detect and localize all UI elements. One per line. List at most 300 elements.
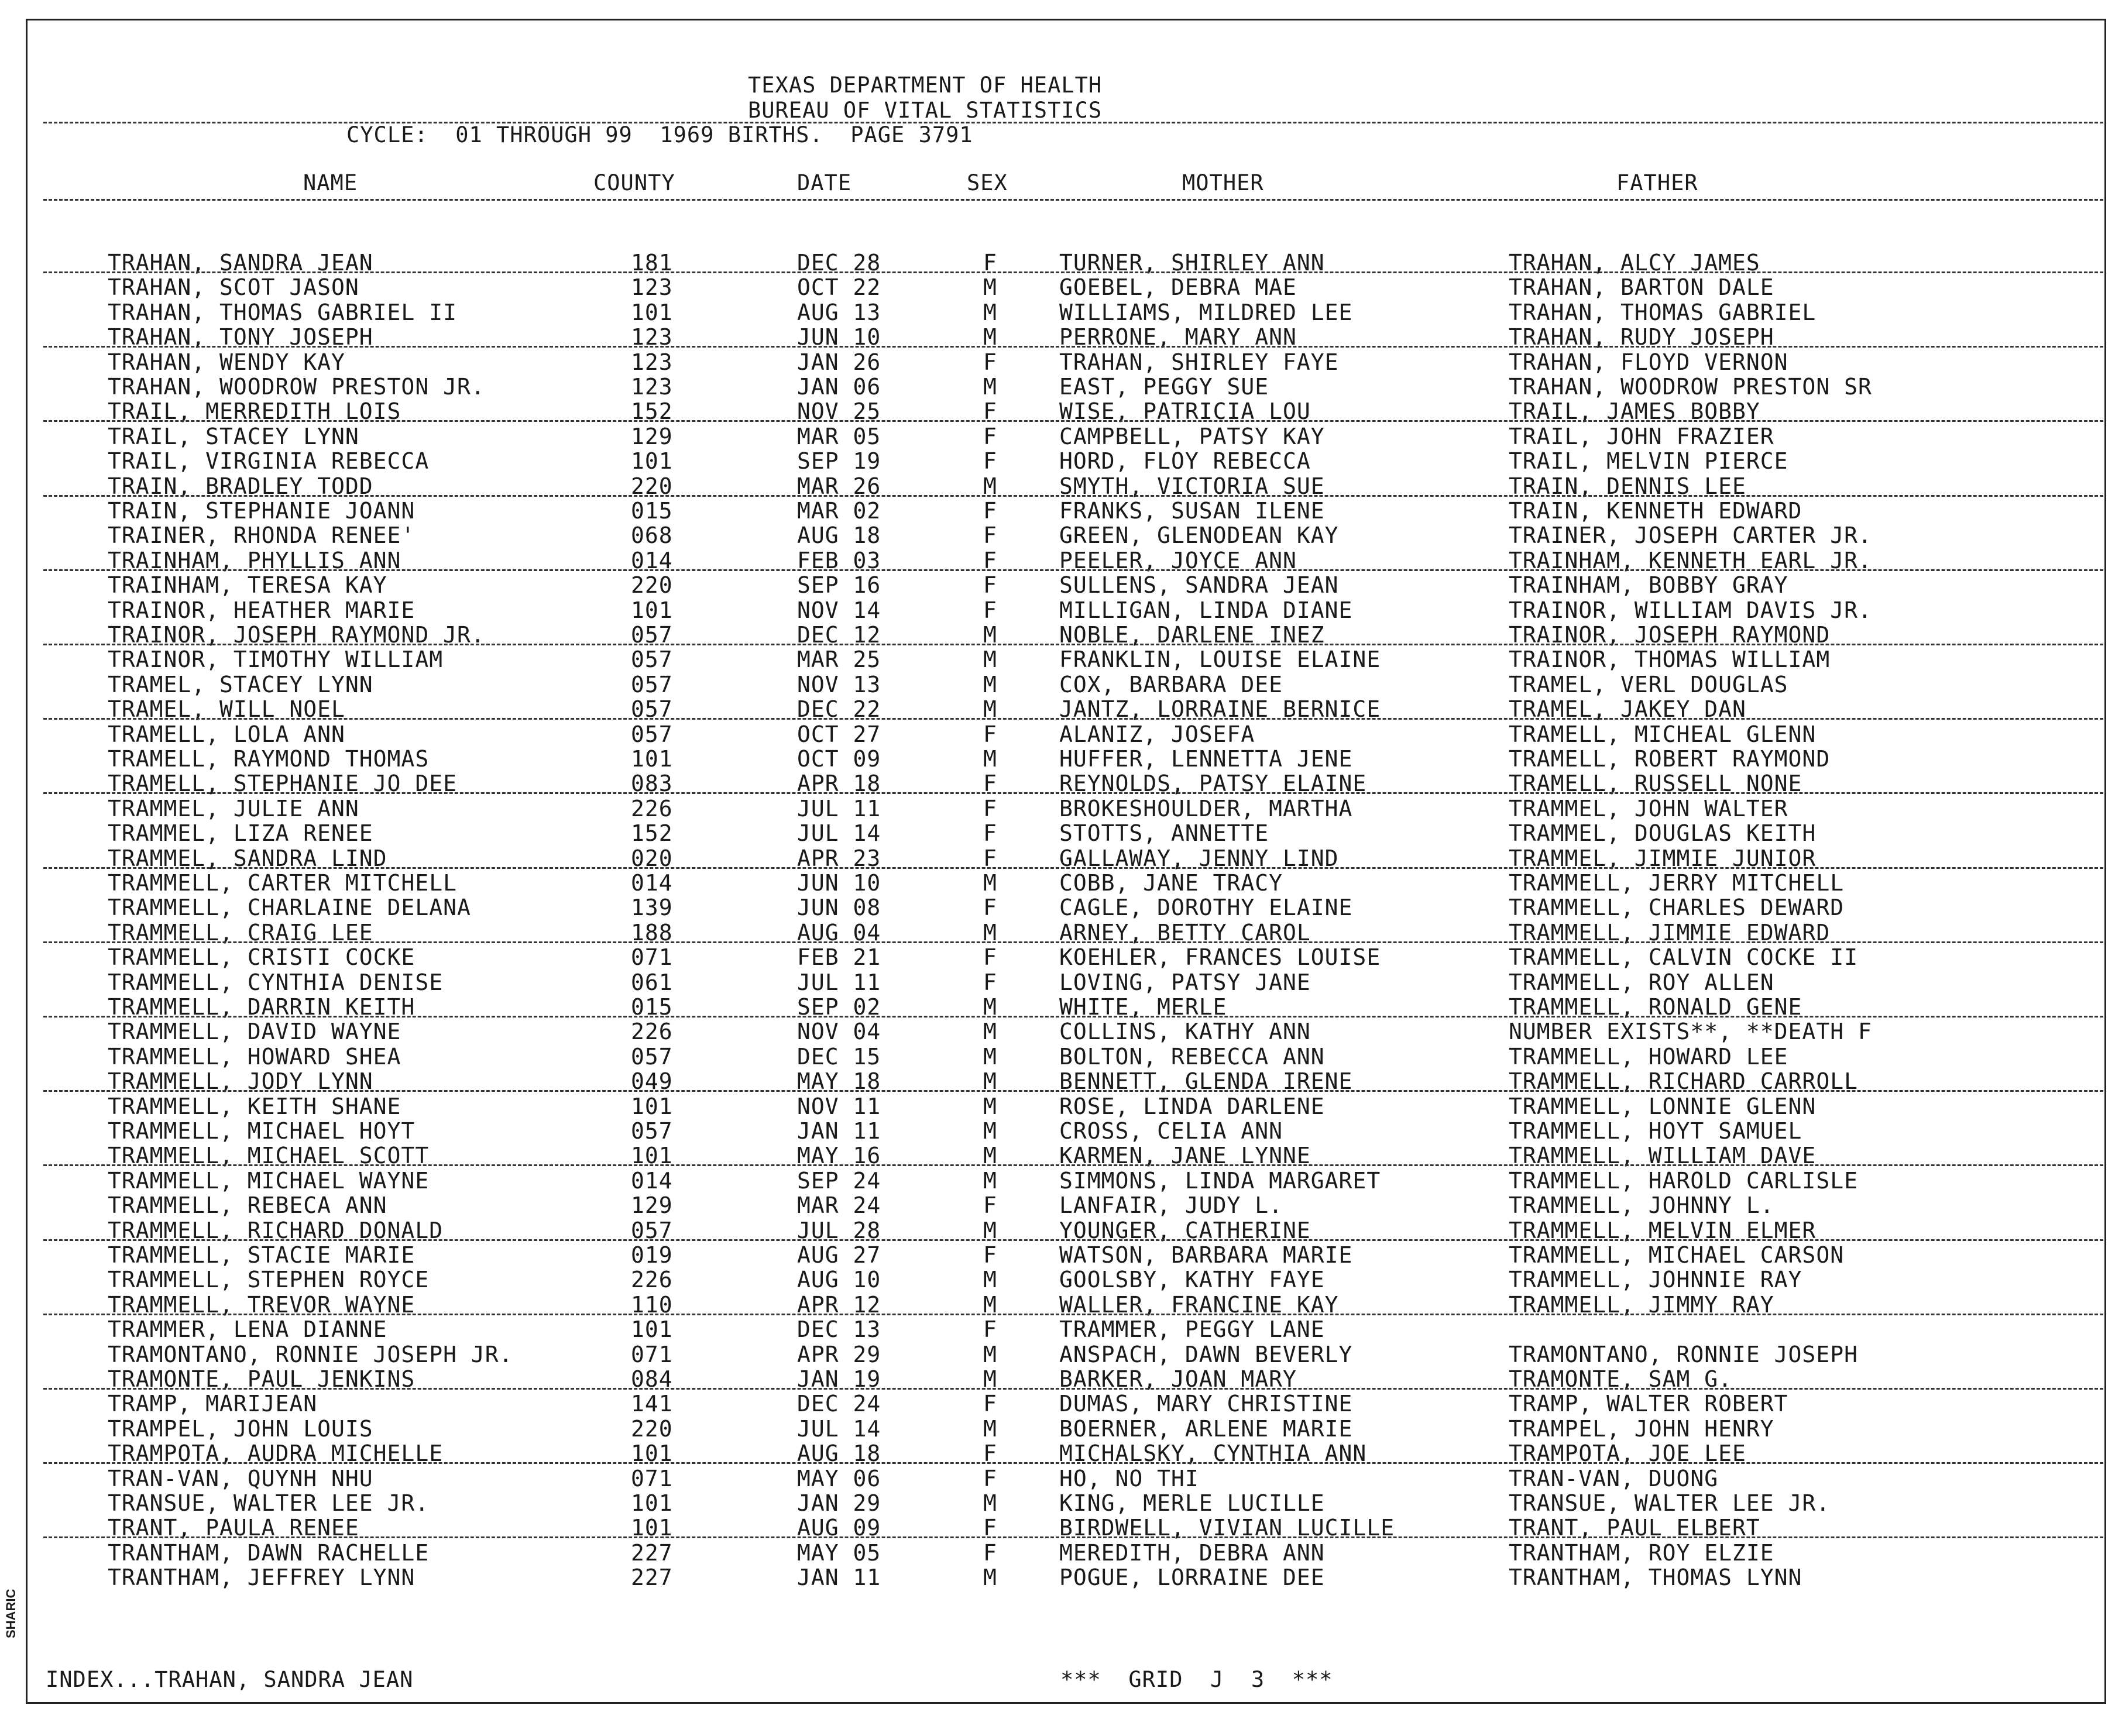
cell-father: TRAMMELL, JIMMIE EDWARD — [1509, 919, 1831, 946]
cell-mother: WISE, PATRICIA LOU — [1059, 398, 1311, 425]
cell-sex: M — [983, 1267, 997, 1293]
cell-date: FEB 21 — [797, 944, 881, 971]
cell-name: TRAHAN, SANDRA JEAN — [108, 250, 373, 276]
row-group-divider — [43, 1016, 2103, 1017]
cell-sex: F — [983, 1242, 997, 1268]
cell-mother: BROKESHOULDER, MARTHA — [1059, 795, 1353, 821]
cell-mother: BENNETT, GLENDA IRENE — [1059, 1068, 1353, 1095]
cell-father: TRAHAN, BARTON DALE — [1509, 274, 1774, 301]
cell-sex: F — [983, 1391, 997, 1417]
cell-name: TRAINOR, HEATHER MARIE — [108, 597, 416, 623]
cell-name: TRAINHAM, TERESA KAY — [108, 572, 387, 599]
cell-name: TRAMMELL, STEPHEN ROYCE — [108, 1267, 430, 1293]
cell-name: TRAHAN, WOODROW PRESTON JR. — [108, 374, 485, 400]
table-row — [0, 796, 2122, 821]
cell-sex: M — [983, 1093, 997, 1119]
table-row — [0, 300, 2122, 325]
cell-father: TRAMEL, VERL DOUGLAS — [1509, 671, 1788, 697]
cell-county: 152 — [631, 398, 673, 425]
cell-mother: COLLINS, KATHY ANN — [1059, 1019, 1311, 1045]
cell-sex: F — [983, 944, 997, 971]
cell-name: TRAMP, MARIJEAN — [108, 1391, 318, 1417]
cell-date: OCT 22 — [797, 274, 881, 301]
cell-date: MAR 25 — [797, 647, 881, 673]
cell-sex: M — [983, 1143, 997, 1169]
cell-sex: M — [983, 1366, 997, 1392]
cell-sex: F — [983, 1441, 997, 1467]
table-row — [0, 1391, 2122, 1416]
cell-date: SEP 16 — [797, 572, 881, 599]
cell-county: 101 — [631, 1143, 673, 1169]
cell-date: JUL 14 — [797, 820, 881, 847]
table-row — [0, 945, 2122, 970]
cell-father: TRAMMELL, HAROLD CARLISLE — [1509, 1167, 1858, 1194]
cell-name: TRANT, PAULA RENEE — [108, 1515, 359, 1541]
row-group-divider — [43, 569, 2103, 571]
cell-date: MAY 16 — [797, 1143, 881, 1169]
cell-father: TRAHAN, FLOYD VERNON — [1509, 349, 1788, 375]
table-row — [0, 1094, 2122, 1119]
table-row — [0, 1317, 2122, 1342]
cell-date: APR 18 — [797, 771, 881, 797]
table-row — [0, 275, 2122, 300]
cell-sex: M — [983, 274, 997, 301]
cell-name: TRANTHAM, JEFFREY LYNN — [108, 1565, 416, 1591]
cell-date: SEP 19 — [797, 448, 881, 475]
cell-county: 123 — [631, 324, 673, 350]
cell-name: TRAMONTANO, RONNIE JOSEPH JR. — [108, 1341, 513, 1367]
cell-name: TRAHAN, THOMAS GABRIEL II — [108, 299, 457, 325]
cell-mother: BIRDWELL, VIVIAN LUCILLE — [1059, 1515, 1395, 1541]
cell-father: TRAMMELL, JERRY MITCHELL — [1509, 870, 1845, 896]
cell-county: 226 — [631, 1019, 673, 1045]
cell-mother: REYNOLDS, PATSY ELAINE — [1059, 771, 1367, 797]
cell-mother: FRANKLIN, LOUISE ELAINE — [1059, 647, 1381, 673]
cell-sex: M — [983, 1043, 997, 1070]
row-group-divider — [43, 718, 2103, 720]
cell-father: TRAMMELL, CHARLES DEWARD — [1509, 895, 1845, 921]
cell-sex: M — [983, 299, 997, 325]
cell-name: TRAIL, STACEY LYNN — [108, 423, 359, 449]
table-row — [0, 1193, 2122, 1218]
report-title: TEXAS DEPARTMENT OF HEALTH — [748, 73, 1103, 98]
cell-father: TRAINHAM, BOBBY GRAY — [1509, 572, 1788, 599]
cell-mother: KARMEN, JANE LYNNE — [1059, 1143, 1311, 1169]
table-row — [0, 1267, 2122, 1292]
cell-mother: ARNEY, BETTY CAROL — [1059, 919, 1311, 946]
cell-date: JAN 26 — [797, 349, 881, 375]
cell-name: TRANSUE, WALTER LEE JR. — [108, 1490, 430, 1516]
cell-sex: F — [983, 1515, 997, 1541]
cell-father: TRAMELL, MICHEAL GLENN — [1509, 721, 1817, 747]
cell-name: TRAMMELL, DARRIN KEITH — [108, 994, 416, 1020]
cell-name: TRAINOR, JOSEPH RAYMOND JR. — [108, 622, 485, 648]
table-row — [0, 722, 2122, 747]
cell-mother: GOEBEL, DEBRA MAE — [1059, 274, 1297, 301]
cell-name: TRAMMELL, CYNTHIA DENISE — [108, 969, 444, 995]
cell-name: TRANTHAM, DAWN RACHELLE — [108, 1539, 430, 1566]
table-row — [0, 1565, 2122, 1590]
cell-county: 083 — [631, 771, 673, 797]
cell-county: 101 — [631, 1093, 673, 1119]
cell-name: TRAHAN, SCOT JASON — [108, 274, 359, 301]
cell-sex: F — [983, 1192, 997, 1219]
cell-date: NOV 04 — [797, 1019, 881, 1045]
row-group-divider — [43, 1462, 2103, 1464]
row-group-divider — [43, 1090, 2103, 1092]
cell-sex: M — [983, 1068, 997, 1095]
cell-mother: MEREDITH, DEBRA ANN — [1059, 1539, 1325, 1566]
column-header-divider — [43, 199, 2103, 201]
cell-father: TRAMMEL, DOUGLAS KEITH — [1509, 820, 1817, 847]
cell-county: 049 — [631, 1068, 673, 1095]
cell-county: 084 — [631, 1366, 673, 1392]
cell-name: TRAINER, RHONDA RENEE' — [108, 522, 416, 549]
cell-sex: F — [983, 845, 997, 871]
cell-county: 220 — [631, 1415, 673, 1442]
cell-sex: F — [983, 597, 997, 623]
cell-date: OCT 09 — [797, 746, 881, 772]
cell-mother: TRAMMER, PEGGY LANE — [1059, 1316, 1325, 1343]
cell-sex: M — [983, 696, 997, 723]
cell-date: APR 12 — [797, 1291, 881, 1318]
cell-mother: ALANIZ, JOSEFA — [1059, 721, 1255, 747]
cell-sex: F — [983, 1465, 997, 1491]
cell-date: JUL 11 — [797, 969, 881, 995]
cell-date: DEC 28 — [797, 250, 881, 276]
cell-date: NOV 25 — [797, 398, 881, 425]
cell-date: JAN 11 — [797, 1118, 881, 1144]
cell-date: FEB 03 — [797, 547, 881, 573]
cell-sex: F — [983, 721, 997, 747]
cell-county: 057 — [631, 671, 673, 697]
cell-name: TRAMEL, STACEY LYNN — [108, 671, 373, 697]
cell-date: JAN 06 — [797, 374, 881, 400]
cell-date: JAN 29 — [797, 1490, 881, 1516]
cell-name: TRAMMELL, DAVID WAYNE — [108, 1019, 401, 1045]
cell-mother: GOOLSBY, KATHY FAYE — [1059, 1267, 1325, 1293]
cell-date: MAY 18 — [797, 1068, 881, 1095]
cell-date: AUG 18 — [797, 1441, 881, 1467]
cell-county: 015 — [631, 994, 673, 1020]
table-row — [0, 374, 2122, 399]
table-row — [0, 424, 2122, 449]
cell-mother: CROSS, CELIA ANN — [1059, 1118, 1283, 1144]
cell-date: NOV 13 — [797, 671, 881, 697]
cell-date: SEP 24 — [797, 1167, 881, 1194]
cell-sex: M — [983, 1291, 997, 1318]
column-header-name: NAME — [303, 170, 358, 195]
table-row — [0, 672, 2122, 697]
cell-county: 068 — [631, 522, 673, 549]
cell-mother: COX, BARBARA DEE — [1059, 671, 1283, 697]
cell-mother: ANSPACH, DAWN BEVERLY — [1059, 1341, 1353, 1367]
cell-father: TRAMMEL, JOHN WALTER — [1509, 795, 1788, 821]
cell-sex: F — [983, 398, 997, 425]
cell-county: 188 — [631, 919, 673, 946]
cell-name: TRAMMELL, CRISTI COCKE — [108, 944, 416, 971]
row-group-divider — [43, 792, 2103, 794]
cell-name: TRAMMELL, JODY LYNN — [108, 1068, 373, 1095]
cell-father: TRAMONTE, SAM G. — [1509, 1366, 1733, 1392]
cell-father: TRAIL, JOHN FRAZIER — [1509, 423, 1774, 449]
table-row — [0, 523, 2122, 548]
cell-sex: F — [983, 771, 997, 797]
cell-sex: M — [983, 1565, 997, 1591]
cell-date: JUL 11 — [797, 795, 881, 821]
cell-name: TRAMMEL, JULIE ANN — [108, 795, 359, 821]
cell-sex: F — [983, 250, 997, 276]
cell-county: 020 — [631, 845, 673, 871]
cell-county: 152 — [631, 820, 673, 847]
cell-sex: F — [983, 349, 997, 375]
cell-sex: M — [983, 1490, 997, 1516]
cell-date: JUL 28 — [797, 1217, 881, 1243]
cell-name: TRAMEL, WILL NOEL — [108, 696, 345, 723]
cell-date: MAR 26 — [797, 473, 881, 499]
cell-sex: M — [983, 374, 997, 400]
table-row — [0, 573, 2122, 597]
table-row — [0, 871, 2122, 895]
cell-mother: SIMMONS, LINDA MARGARET — [1059, 1167, 1381, 1194]
cell-county: 227 — [631, 1565, 673, 1591]
cell-county: 220 — [631, 473, 673, 499]
cell-name: TRAMMELL, KEITH SHANE — [108, 1093, 401, 1119]
cell-name: TRAMMELL, RICHARD DONALD — [108, 1217, 444, 1243]
cell-date: JAN 11 — [797, 1565, 881, 1591]
cell-date: JUN 08 — [797, 895, 881, 921]
cell-sex: M — [983, 1167, 997, 1194]
cell-sex: M — [983, 1118, 997, 1144]
table-row — [0, 1168, 2122, 1193]
cell-sex: M — [983, 1341, 997, 1367]
cell-date: DEC 13 — [797, 1316, 881, 1343]
cell-date: JAN 19 — [797, 1366, 881, 1392]
row-group-divider — [43, 867, 2103, 869]
cell-mother: FRANKS, SUSAN ILENE — [1059, 498, 1325, 524]
cell-father: TRAHAN, WOODROW PRESTON SR — [1509, 374, 1872, 400]
cell-mother: GALLAWAY, JENNY LIND — [1059, 845, 1339, 871]
cell-mother: TRAHAN, SHIRLEY FAYE — [1059, 349, 1339, 375]
cell-father: TRAINOR, WILLIAM DAVIS JR. — [1509, 597, 1872, 623]
cell-name: TRAMMELL, REBECA ANN — [108, 1192, 387, 1219]
cell-name: TRAMMELL, CARTER MITCHELL — [108, 870, 457, 896]
cell-sex: F — [983, 795, 997, 821]
cell-father: TRAMEL, JAKEY DAN — [1509, 696, 1746, 723]
cell-name: TRAMMEL, SANDRA LIND — [108, 845, 387, 871]
cell-mother: COBB, JANE TRACY — [1059, 870, 1283, 896]
cell-father: TRAMMELL, MICHAEL CARSON — [1509, 1242, 1845, 1268]
cell-sex: M — [983, 671, 997, 697]
cell-father: TRAMONTANO, RONNIE JOSEPH — [1509, 1341, 1858, 1367]
table-row — [0, 598, 2122, 623]
cell-county: 057 — [631, 1043, 673, 1070]
table-row — [0, 647, 2122, 672]
table-row — [0, 1417, 2122, 1441]
cell-father: TRAMMELL, RONALD GENE — [1509, 994, 1802, 1020]
cell-county: 057 — [631, 647, 673, 673]
cell-sex: M — [983, 919, 997, 946]
cell-name: TRAIL, MERREDITH LOIS — [108, 398, 401, 425]
row-group-divider — [43, 1164, 2103, 1166]
row-group-divider — [43, 941, 2103, 943]
cell-father: TRAMMELL, JOHNNIE RAY — [1509, 1267, 1802, 1293]
cell-sex: F — [983, 969, 997, 995]
cell-father: TRAMPOTA, JOE LEE — [1509, 1441, 1746, 1467]
cell-name: TRAMELL, RAYMOND THOMAS — [108, 746, 430, 772]
cell-mother: DUMAS, MARY CHRISTINE — [1059, 1391, 1353, 1417]
cell-county: 139 — [631, 895, 673, 921]
cell-county: 110 — [631, 1291, 673, 1318]
cell-mother: POGUE, LORRAINE DEE — [1059, 1565, 1325, 1591]
cell-father: TRAMMELL, HOYT SAMUEL — [1509, 1118, 1802, 1144]
report-subtitle: BUREAU OF VITAL STATISTICS — [748, 98, 1103, 123]
cell-date: MAY 05 — [797, 1539, 881, 1566]
cell-sex: F — [983, 895, 997, 921]
cell-mother: KING, MERLE LUCILLE — [1059, 1490, 1325, 1516]
cell-county: 101 — [631, 1515, 673, 1541]
cell-county: 061 — [631, 969, 673, 995]
table-row — [0, 350, 2122, 374]
cell-name: TRAMELL, STEPHANIE JO DEE — [108, 771, 457, 797]
cell-father: TRAHAN, ALCY JAMES — [1509, 250, 1760, 276]
footer-index: INDEX...TRAHAN, SANDRA JEAN — [46, 1667, 414, 1692]
cell-date: MAR 24 — [797, 1192, 881, 1219]
table-row — [0, 1243, 2122, 1267]
cell-sex: M — [983, 647, 997, 673]
cell-name: TRAHAN, WENDY KAY — [108, 349, 345, 375]
cell-sex: M — [983, 1217, 997, 1243]
cell-sex: M — [983, 473, 997, 499]
cell-father: TRANTHAM, ROY ELZIE — [1509, 1539, 1774, 1566]
cell-county: 181 — [631, 250, 673, 276]
table-row — [0, 970, 2122, 995]
cell-father: TRAMMELL, JIMMY RAY — [1509, 1291, 1774, 1318]
cell-mother: WALLER, FRANCINE KAY — [1059, 1291, 1339, 1318]
table-row — [0, 1342, 2122, 1367]
cell-date: AUG 09 — [797, 1515, 881, 1541]
cell-name: TRAMMELL, CRAIG LEE — [108, 919, 373, 946]
column-header-county: COUNTY — [593, 170, 675, 195]
cell-name: TRAMELL, LOLA ANN — [108, 721, 345, 747]
column-header-sex: SEX — [967, 170, 1008, 195]
cell-father: TRAMMELL, HOWARD LEE — [1509, 1043, 1788, 1070]
cell-father: TRAN-VAN, DUONG — [1509, 1465, 1719, 1491]
cell-name: TRAIN, BRADLEY TODD — [108, 473, 373, 499]
row-group-divider — [43, 420, 2103, 422]
cell-mother: BOLTON, REBECCA ANN — [1059, 1043, 1325, 1070]
side-stamp: SHARIC — [4, 1589, 18, 1638]
cell-mother: HORD, FLOY REBECCA — [1059, 448, 1311, 475]
row-group-divider — [43, 1388, 2103, 1390]
cell-name: TRAMMELL, HOWARD SHEA — [108, 1043, 401, 1070]
cell-county: 226 — [631, 795, 673, 821]
cell-name: TRAMONTE, PAUL JENKINS — [108, 1366, 416, 1392]
row-group-divider — [43, 1239, 2103, 1241]
cell-name: TRAIL, VIRGINIA REBECCA — [108, 448, 430, 475]
cell-father: TRAHAN, THOMAS GABRIEL — [1509, 299, 1817, 325]
cell-mother: SMYTH, VICTORIA SUE — [1059, 473, 1325, 499]
table-row — [0, 499, 2122, 523]
cell-mother: MILLIGAN, LINDA DIANE — [1059, 597, 1353, 623]
cell-father: TRAIN, KENNETH EDWARD — [1509, 498, 1802, 524]
cell-sex: M — [983, 1415, 997, 1442]
table-row — [0, 747, 2122, 771]
cell-county: 101 — [631, 746, 673, 772]
cell-date: SEP 02 — [797, 994, 881, 1020]
cell-name: TRAMMEL, LIZA RENEE — [108, 820, 373, 847]
cell-county: 123 — [631, 374, 673, 400]
cell-county: 220 — [631, 572, 673, 599]
cell-father: TRAIN, DENNIS LEE — [1509, 473, 1746, 499]
cell-father: TRAMMELL, CALVIN COCKE II — [1509, 944, 1858, 971]
table-row — [0, 1541, 2122, 1565]
cell-father: NUMBER EXISTS**, **DEATH F — [1509, 1019, 1872, 1045]
cell-date: OCT 27 — [797, 721, 881, 747]
cell-date: JUL 14 — [797, 1415, 881, 1442]
cell-father: TRAMMEL, JIMMIE JUNIOR — [1509, 845, 1817, 871]
column-header-date: DATE — [797, 170, 852, 195]
cell-county: 227 — [631, 1539, 673, 1566]
cell-father: TRAIL, MELVIN PIERCE — [1509, 448, 1788, 475]
cell-county: 071 — [631, 1341, 673, 1367]
cell-mother: NOBLE, DARLENE INEZ — [1059, 622, 1325, 648]
table-row — [0, 821, 2122, 845]
table-row — [0, 1019, 2122, 1044]
cell-date: JUN 10 — [797, 324, 881, 350]
cell-sex: F — [983, 423, 997, 449]
cell-mother: PERRONE, MARY ANN — [1059, 324, 1297, 350]
cell-date: AUG 13 — [797, 299, 881, 325]
cell-county: 014 — [631, 547, 673, 573]
cell-sex: M — [983, 324, 997, 350]
cell-county: 101 — [631, 597, 673, 623]
row-group-divider — [43, 346, 2103, 348]
cell-name: TRAMMELL, MICHAEL WAYNE — [108, 1167, 430, 1194]
cell-mother: YOUNGER, CATHERINE — [1059, 1217, 1311, 1243]
cell-sex: F — [983, 572, 997, 599]
cell-county: 071 — [631, 1465, 673, 1491]
cell-name: TRAMMELL, MICHAEL HOYT — [108, 1118, 416, 1144]
cell-county: 015 — [631, 498, 673, 524]
column-header-father: FATHER — [1616, 170, 1698, 195]
cell-father: TRAMMELL, MELVIN ELMER — [1509, 1217, 1817, 1243]
cell-county: 019 — [631, 1242, 673, 1268]
cell-county: 057 — [631, 1118, 673, 1144]
cell-sex: F — [983, 448, 997, 475]
cell-mother: WATSON, BARBARA MARIE — [1059, 1242, 1353, 1268]
cell-date: DEC 15 — [797, 1043, 881, 1070]
cell-date: NOV 14 — [797, 597, 881, 623]
row-group-divider — [43, 644, 2103, 645]
cell-father: TRAMMELL, JOHNNY L. — [1509, 1192, 1774, 1219]
cell-county: 226 — [631, 1267, 673, 1293]
cell-sex: M — [983, 622, 997, 648]
cell-mother: CAGLE, DOROTHY ELAINE — [1059, 895, 1353, 921]
cell-date: MAY 06 — [797, 1465, 881, 1491]
cell-date: APR 29 — [797, 1341, 881, 1367]
cell-name: TRAMMELL, MICHAEL SCOTT — [108, 1143, 430, 1169]
cell-sex: M — [983, 870, 997, 896]
cell-father: TRAINER, JOSEPH CARTER JR. — [1509, 522, 1872, 549]
cell-county: 057 — [631, 622, 673, 648]
cell-name: TRAMPEL, JOHN LOUIS — [108, 1415, 373, 1442]
cell-date: MAR 02 — [797, 498, 881, 524]
table-row — [0, 1491, 2122, 1515]
cell-father: TRAMELL, ROBERT RAYMOND — [1509, 746, 1831, 772]
row-group-divider — [43, 1314, 2103, 1315]
cell-father: TRAMMELL, ROY ALLEN — [1509, 969, 1774, 995]
